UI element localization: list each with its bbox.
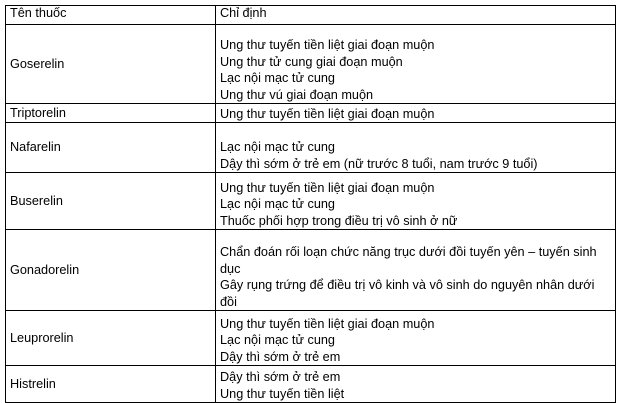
indication-cell — [216, 173, 616, 230]
drug-name-cell: Histrelin — [6, 366, 216, 403]
indication-line: Ung thư tuyến tiền liệt giai đoạn muộn — [220, 316, 435, 331]
indication-line: Dậy thì sớm ở trẻ em (nữ trước 8 tuổi, nam trước 9 tuổi) — [220, 156, 538, 171]
drug-name-cell: Nafarelin — [6, 123, 216, 173]
indication-line: Chẩn đoán rối loạn chức năng trục dưới đồi tuyến yên – tuyến sinh dục — [220, 245, 597, 276]
drug-indication-table — [5, 5, 616, 403]
indication-line: Ung thư vú giai đoạn muộn — [220, 87, 374, 102]
indication-line: Ung thư tử cung giai đoạn muộn — [220, 54, 403, 69]
table-row — [6, 25, 616, 104]
drug-name-cell: Goserelin — [6, 25, 216, 104]
drug-name-cell: Gonadorelin — [6, 230, 216, 311]
indication-cell — [216, 104, 616, 123]
indication-line: Ung thư tuyến tiền liệt giai đoạn muộn — [220, 38, 435, 52]
indication-cell — [216, 311, 616, 366]
indication-line: Ung thư tuyến tiền liệt giai đoạn muộn — [220, 106, 435, 121]
indication-line: Dậy thì sớm ở trẻ em — [220, 349, 341, 364]
drug-name-cell: Buserelin — [6, 173, 216, 230]
indication-line: Lạc nội mạc tử cung — [220, 333, 335, 347]
table-row — [6, 104, 616, 123]
indication-line: Thuốc phối hợp trong điều trị vô sinh ở nữ — [220, 213, 458, 228]
indication-line: Lạc nội mạc tử cung — [220, 71, 335, 85]
header-indication: Chỉ định — [216, 6, 616, 25]
indication-line: Dậy thì sớm ở trẻ em — [220, 370, 341, 384]
indication-line: Lạc nội mạc tử cung — [220, 197, 335, 211]
table-row — [6, 366, 616, 403]
indication-cell — [216, 25, 616, 104]
indication-line: Ung thư tuyến tiền liệt giai đoạn muộn — [220, 180, 435, 195]
indication-line: Lạc nội mạc tử cung — [220, 140, 335, 154]
drug-name-cell: Leuprorelin — [6, 311, 216, 366]
header-drug-name: Tên thuốc — [6, 6, 216, 25]
indication-cell — [216, 366, 616, 403]
table-row — [6, 311, 616, 366]
indication-cell — [216, 123, 616, 173]
table-header-row — [6, 6, 616, 25]
table-row — [6, 173, 616, 230]
drug-name-cell: Triptorelin — [6, 104, 216, 123]
indication-line: Gây rụng trứng để điều trị vô kinh và vô sinh do nguyên nhân dưới đồi — [220, 278, 595, 309]
indication-line: Ung thư tuyến tiền liệt — [220, 386, 345, 401]
table-row — [6, 230, 616, 311]
table-row — [6, 123, 616, 173]
indication-cell — [216, 230, 616, 311]
